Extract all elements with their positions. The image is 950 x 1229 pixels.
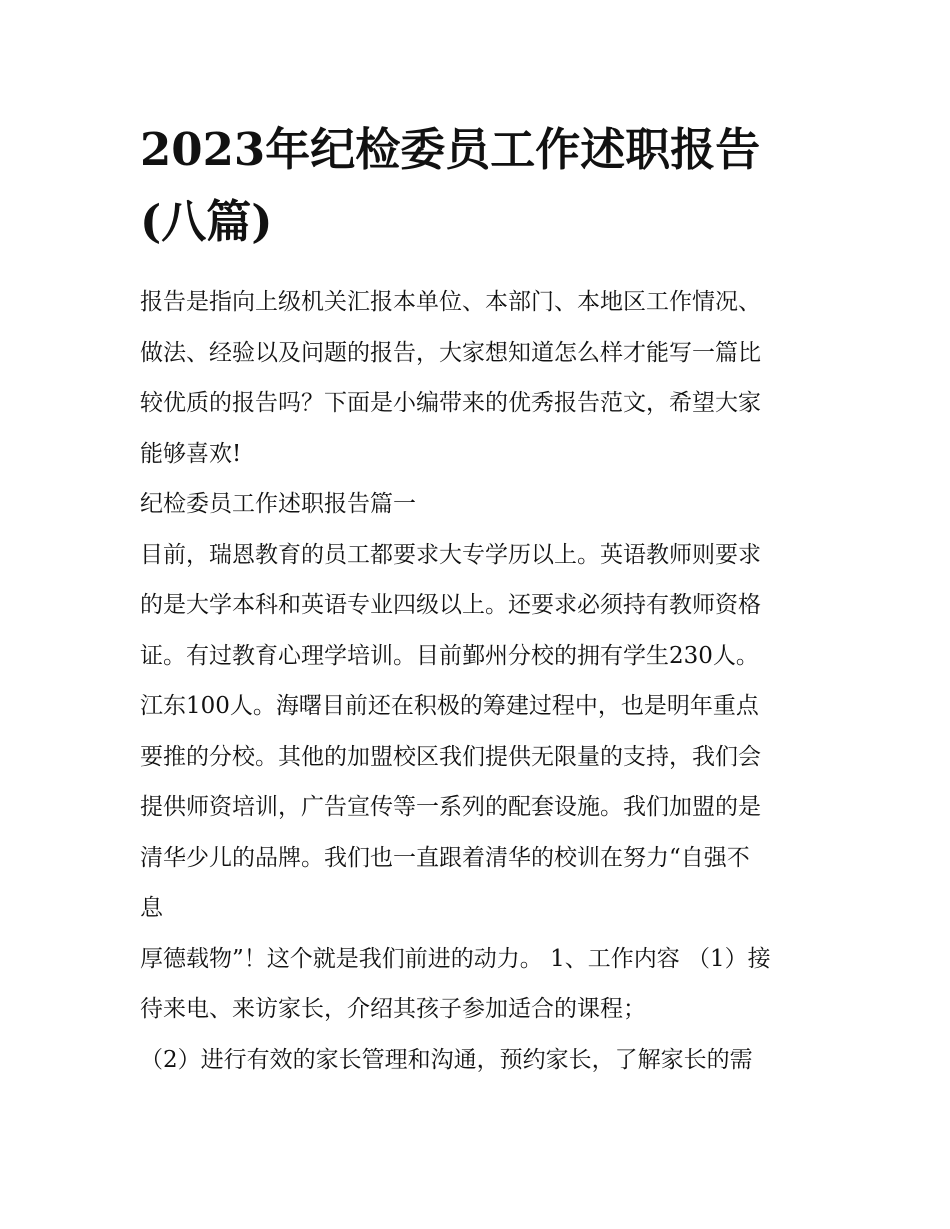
body-line: 提供师资培训，广告宣传等一系列的配套设施。我们加盟的是 xyxy=(140,794,761,820)
body-line: 能够喜欢! xyxy=(140,440,242,467)
body-line: 清华少儿的品牌。我们也一直跟着清华的校训在努力“自强不 xyxy=(140,844,750,871)
body-line: （2）进行有效的家长管理和沟通，预约家长，了解家长的需 xyxy=(140,1046,753,1073)
body-line: 目前，瑞恩教育的员工都要求大专学历以上。英语教师则要求 xyxy=(140,541,761,568)
body-line: 待来电、来访家长，介绍其孩子参加适合的课程； xyxy=(140,996,646,1022)
body-line: 的是大学本科和英语专业四级以上。还要求必须持有教师资格 xyxy=(140,592,761,618)
body-line: 息 xyxy=(140,895,163,921)
section-heading: 纪检委员工作述职报告篇一 xyxy=(140,491,416,517)
body-line: 做法、经验以及问题的报告，大家想知道怎么样才能写一篇比 xyxy=(140,339,761,366)
document-body xyxy=(140,282,830,1090)
body-line: 证。有过教育心理学培训。目前鄞州分校的拥有学生230人。 xyxy=(140,642,759,669)
body-line: 较优质的报告吗？下面是小编带来的优秀报告范文，希望大家 xyxy=(140,390,761,416)
body-line: 江东100人。海曙目前还在积极的筹建过程中，也是明年重点 xyxy=(140,693,759,719)
body-line: 厚德载物”！这个就是我们前进的动力。 1、工作内容 （1）接 xyxy=(140,945,771,972)
document-title xyxy=(140,114,820,258)
title-line: 2023年纪检委员工作述职报告 xyxy=(140,123,761,176)
body-line: 要推的分校。其他的加盟校区我们提供无限量的支持，我们会 xyxy=(140,743,761,770)
title-line: (八篇) xyxy=(140,195,273,248)
body-line: 报告是指向上级机关汇报本单位、本部门、本地区工作情况、 xyxy=(140,289,761,315)
